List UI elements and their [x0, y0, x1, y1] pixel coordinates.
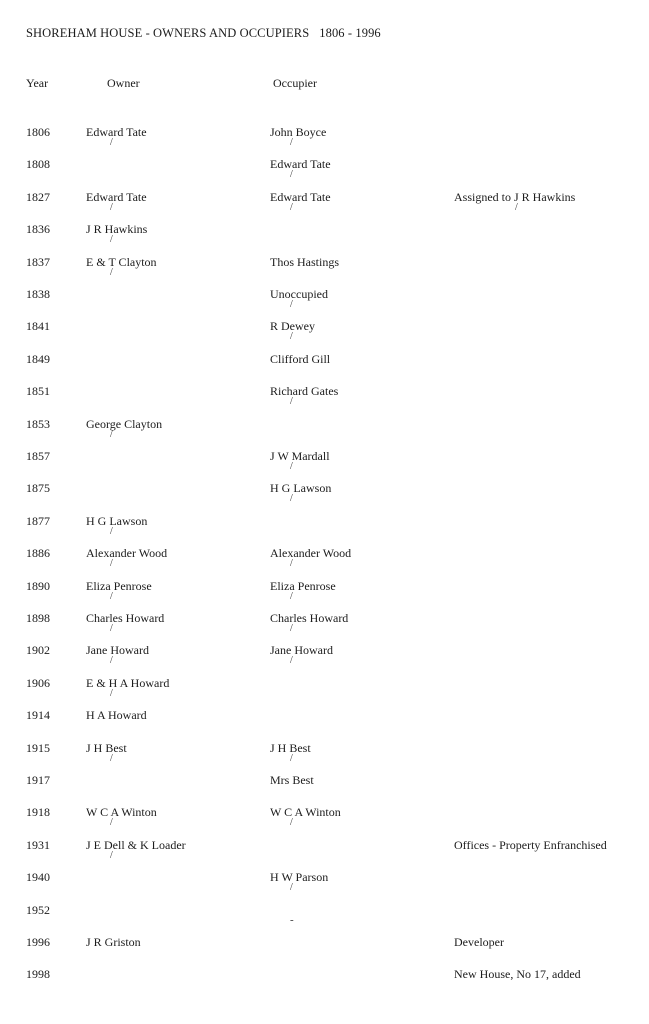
- title-date-range: 1806 - 1996: [319, 26, 381, 40]
- occupier-cell: H W Parson: [270, 870, 329, 885]
- table-row: [0, 255, 649, 285]
- occupier-cell: Thos Hastings: [270, 254, 339, 269]
- year-cell: 1931: [26, 837, 50, 852]
- occupier-continuation-mark: /: [290, 590, 293, 602]
- year-cell: 1952: [26, 902, 50, 917]
- owner-cell: Edward Tate: [86, 125, 147, 139]
- owner-continuation-mark: /: [110, 525, 113, 537]
- occupier-cell: Charles Howard: [270, 611, 349, 625]
- column-header-owner: Owner: [107, 76, 140, 90]
- year-cell: 1851: [26, 384, 50, 399]
- occupier-cell: H G Lawson: [270, 481, 332, 496]
- table-row: [0, 417, 649, 447]
- year-cell: 1890: [26, 578, 50, 593]
- year-cell: 1837: [26, 254, 50, 269]
- owner-cell: Alexander Wood: [86, 546, 168, 561]
- document-title: [26, 26, 381, 41]
- owner-cell: Eliza Penrose: [86, 578, 152, 593]
- occupier-cell: J H Best: [270, 740, 311, 755]
- year-cell: 1998: [26, 967, 50, 982]
- year-cell: 1877: [26, 513, 50, 528]
- occupier-cell: Edward Tate: [270, 157, 331, 172]
- owner-continuation-mark: /: [110, 623, 113, 634]
- year-cell: 1808: [26, 157, 50, 172]
- note-cell: Assigned to J R Hawkins: [454, 189, 576, 204]
- year-cell: 1841: [26, 319, 50, 334]
- title-text: SHOREHAM HOUSE - OWNERS AND OCCUPIERS: [26, 26, 310, 40]
- occupier-cell: John Boyce: [270, 125, 327, 139]
- note-cell: New House, No 17, added: [454, 967, 581, 982]
- owner-cell: George Clayton: [86, 416, 163, 431]
- year-cell: 1918: [26, 805, 50, 820]
- occupier-continuation-mark: /: [290, 817, 293, 829]
- owner-continuation-mark: /: [110, 752, 113, 764]
- owner-cell: W C A Winton: [86, 805, 157, 820]
- occupier-continuation-mark: /: [290, 752, 293, 764]
- occupier-cell: W C A Winton: [270, 805, 341, 820]
- occupier-continuation-mark: /: [290, 558, 293, 570]
- table-row: [0, 481, 649, 511]
- occupier-cell: Alexander Wood: [270, 546, 352, 561]
- column-header-occupier: Occupier: [273, 76, 317, 90]
- table-row: [0, 870, 649, 900]
- owner-continuation-mark: /: [110, 655, 113, 667]
- owner-cell: J E Dell & K Loader: [86, 837, 186, 852]
- table-row: [0, 190, 649, 220]
- owner-continuation-mark: /: [110, 687, 113, 699]
- year-cell: 1996: [26, 935, 50, 949]
- table-row: [0, 579, 649, 609]
- occupier-continuation-mark: /: [290, 493, 293, 505]
- owner-continuation-mark: /: [110, 266, 113, 278]
- table-row: [0, 838, 649, 868]
- table-row: [0, 967, 649, 997]
- occupier-continuation-mark: /: [290, 623, 293, 634]
- occupier-continuation-mark: /: [290, 331, 293, 343]
- table-row: [0, 643, 649, 673]
- table-row: [0, 449, 649, 479]
- owner-continuation-mark: /: [110, 201, 113, 213]
- year-cell: 1886: [26, 546, 50, 561]
- year-cell: 1940: [26, 870, 50, 885]
- owner-cell: Jane Howard: [86, 643, 149, 658]
- note-cell: Developer: [454, 935, 504, 949]
- table-row: [0, 157, 649, 187]
- occupier-continuation-mark: /: [290, 461, 293, 472]
- table-row: [0, 514, 649, 544]
- occupier-continuation-mark: /: [290, 201, 293, 213]
- table-row: [0, 935, 649, 965]
- owner-continuation-mark: /: [110, 849, 113, 861]
- year-cell: 1838: [26, 287, 50, 301]
- owner-cell: H G Lawson: [86, 513, 148, 528]
- occupier-continuation-mark: /: [290, 396, 293, 408]
- table-row: [0, 222, 649, 252]
- occupier-continuation-mark: /: [290, 299, 293, 310]
- year-cell: 1857: [26, 449, 50, 463]
- owner-cell: H A Howard: [86, 708, 147, 723]
- owner-cell: J H Best: [86, 740, 127, 755]
- table-row: [0, 125, 649, 155]
- table-row: [0, 384, 649, 414]
- occupier-continuation-mark: /: [290, 882, 293, 894]
- year-cell: 1898: [26, 611, 50, 625]
- owner-continuation-mark: /: [110, 558, 113, 570]
- owner-continuation-mark: /: [110, 234, 113, 246]
- year-cell: 1827: [26, 189, 50, 204]
- table-row: [0, 319, 649, 349]
- occupier-cell: Edward Tate: [270, 189, 331, 204]
- table-row: [0, 611, 649, 641]
- year-cell: 1915: [26, 740, 50, 755]
- owner-continuation-mark: /: [110, 817, 113, 829]
- year-cell: 1875: [26, 481, 50, 496]
- occupier-cell: Unoccupied: [270, 287, 328, 301]
- year-cell: 1914: [26, 708, 50, 723]
- occupier-continuation-mark: /: [290, 137, 293, 148]
- occupier-cell: Eliza Penrose: [270, 578, 336, 593]
- occupier-cell: Mrs Best: [270, 773, 314, 787]
- table-row: [0, 805, 649, 835]
- table-row: [0, 546, 649, 576]
- year-cell: 1836: [26, 222, 50, 237]
- table-row: [0, 352, 649, 382]
- owner-cell: Charles Howard: [86, 611, 165, 625]
- table-row: [0, 903, 649, 933]
- year-cell: 1849: [26, 351, 50, 366]
- year-cell: 1902: [26, 643, 50, 658]
- occupier-cell: Richard Gates: [270, 384, 339, 399]
- owner-continuation-mark: /: [110, 137, 113, 148]
- owner-cell: E & H A Howard: [86, 675, 170, 690]
- owner-cell: E & T Clayton: [86, 254, 157, 269]
- year-cell: 1853: [26, 416, 50, 431]
- occupier-cell: Jane Howard: [270, 643, 333, 658]
- owner-continuation-mark: /: [110, 428, 113, 440]
- occupier-continuation-mark: /: [290, 169, 293, 181]
- occupier-cell: J W Mardall: [270, 449, 330, 463]
- note-cell: Offices - Property Enfranchised: [454, 837, 607, 852]
- year-cell: 1917: [26, 773, 50, 787]
- owner-cell: Edward Tate: [86, 189, 147, 204]
- occupier-cell: R Dewey: [270, 319, 315, 334]
- owner-cell: J R Griston: [86, 935, 141, 949]
- occupier-continuation-mark: /: [290, 655, 293, 667]
- occupier-continuation-mark: -: [290, 913, 294, 926]
- column-header-year: Year: [26, 76, 49, 90]
- table-row: [0, 741, 649, 771]
- table-row: [0, 287, 649, 317]
- owner-cell: J R Hawkins: [86, 222, 148, 237]
- note-continuation-mark: /: [515, 201, 518, 213]
- table-row: [0, 708, 649, 738]
- year-cell: 1906: [26, 675, 50, 690]
- table-row: [0, 773, 649, 803]
- table-row: [0, 676, 649, 706]
- occupier-cell: Clifford Gill: [270, 351, 331, 366]
- owner-continuation-mark: /: [110, 590, 113, 602]
- year-cell: 1806: [26, 125, 50, 139]
